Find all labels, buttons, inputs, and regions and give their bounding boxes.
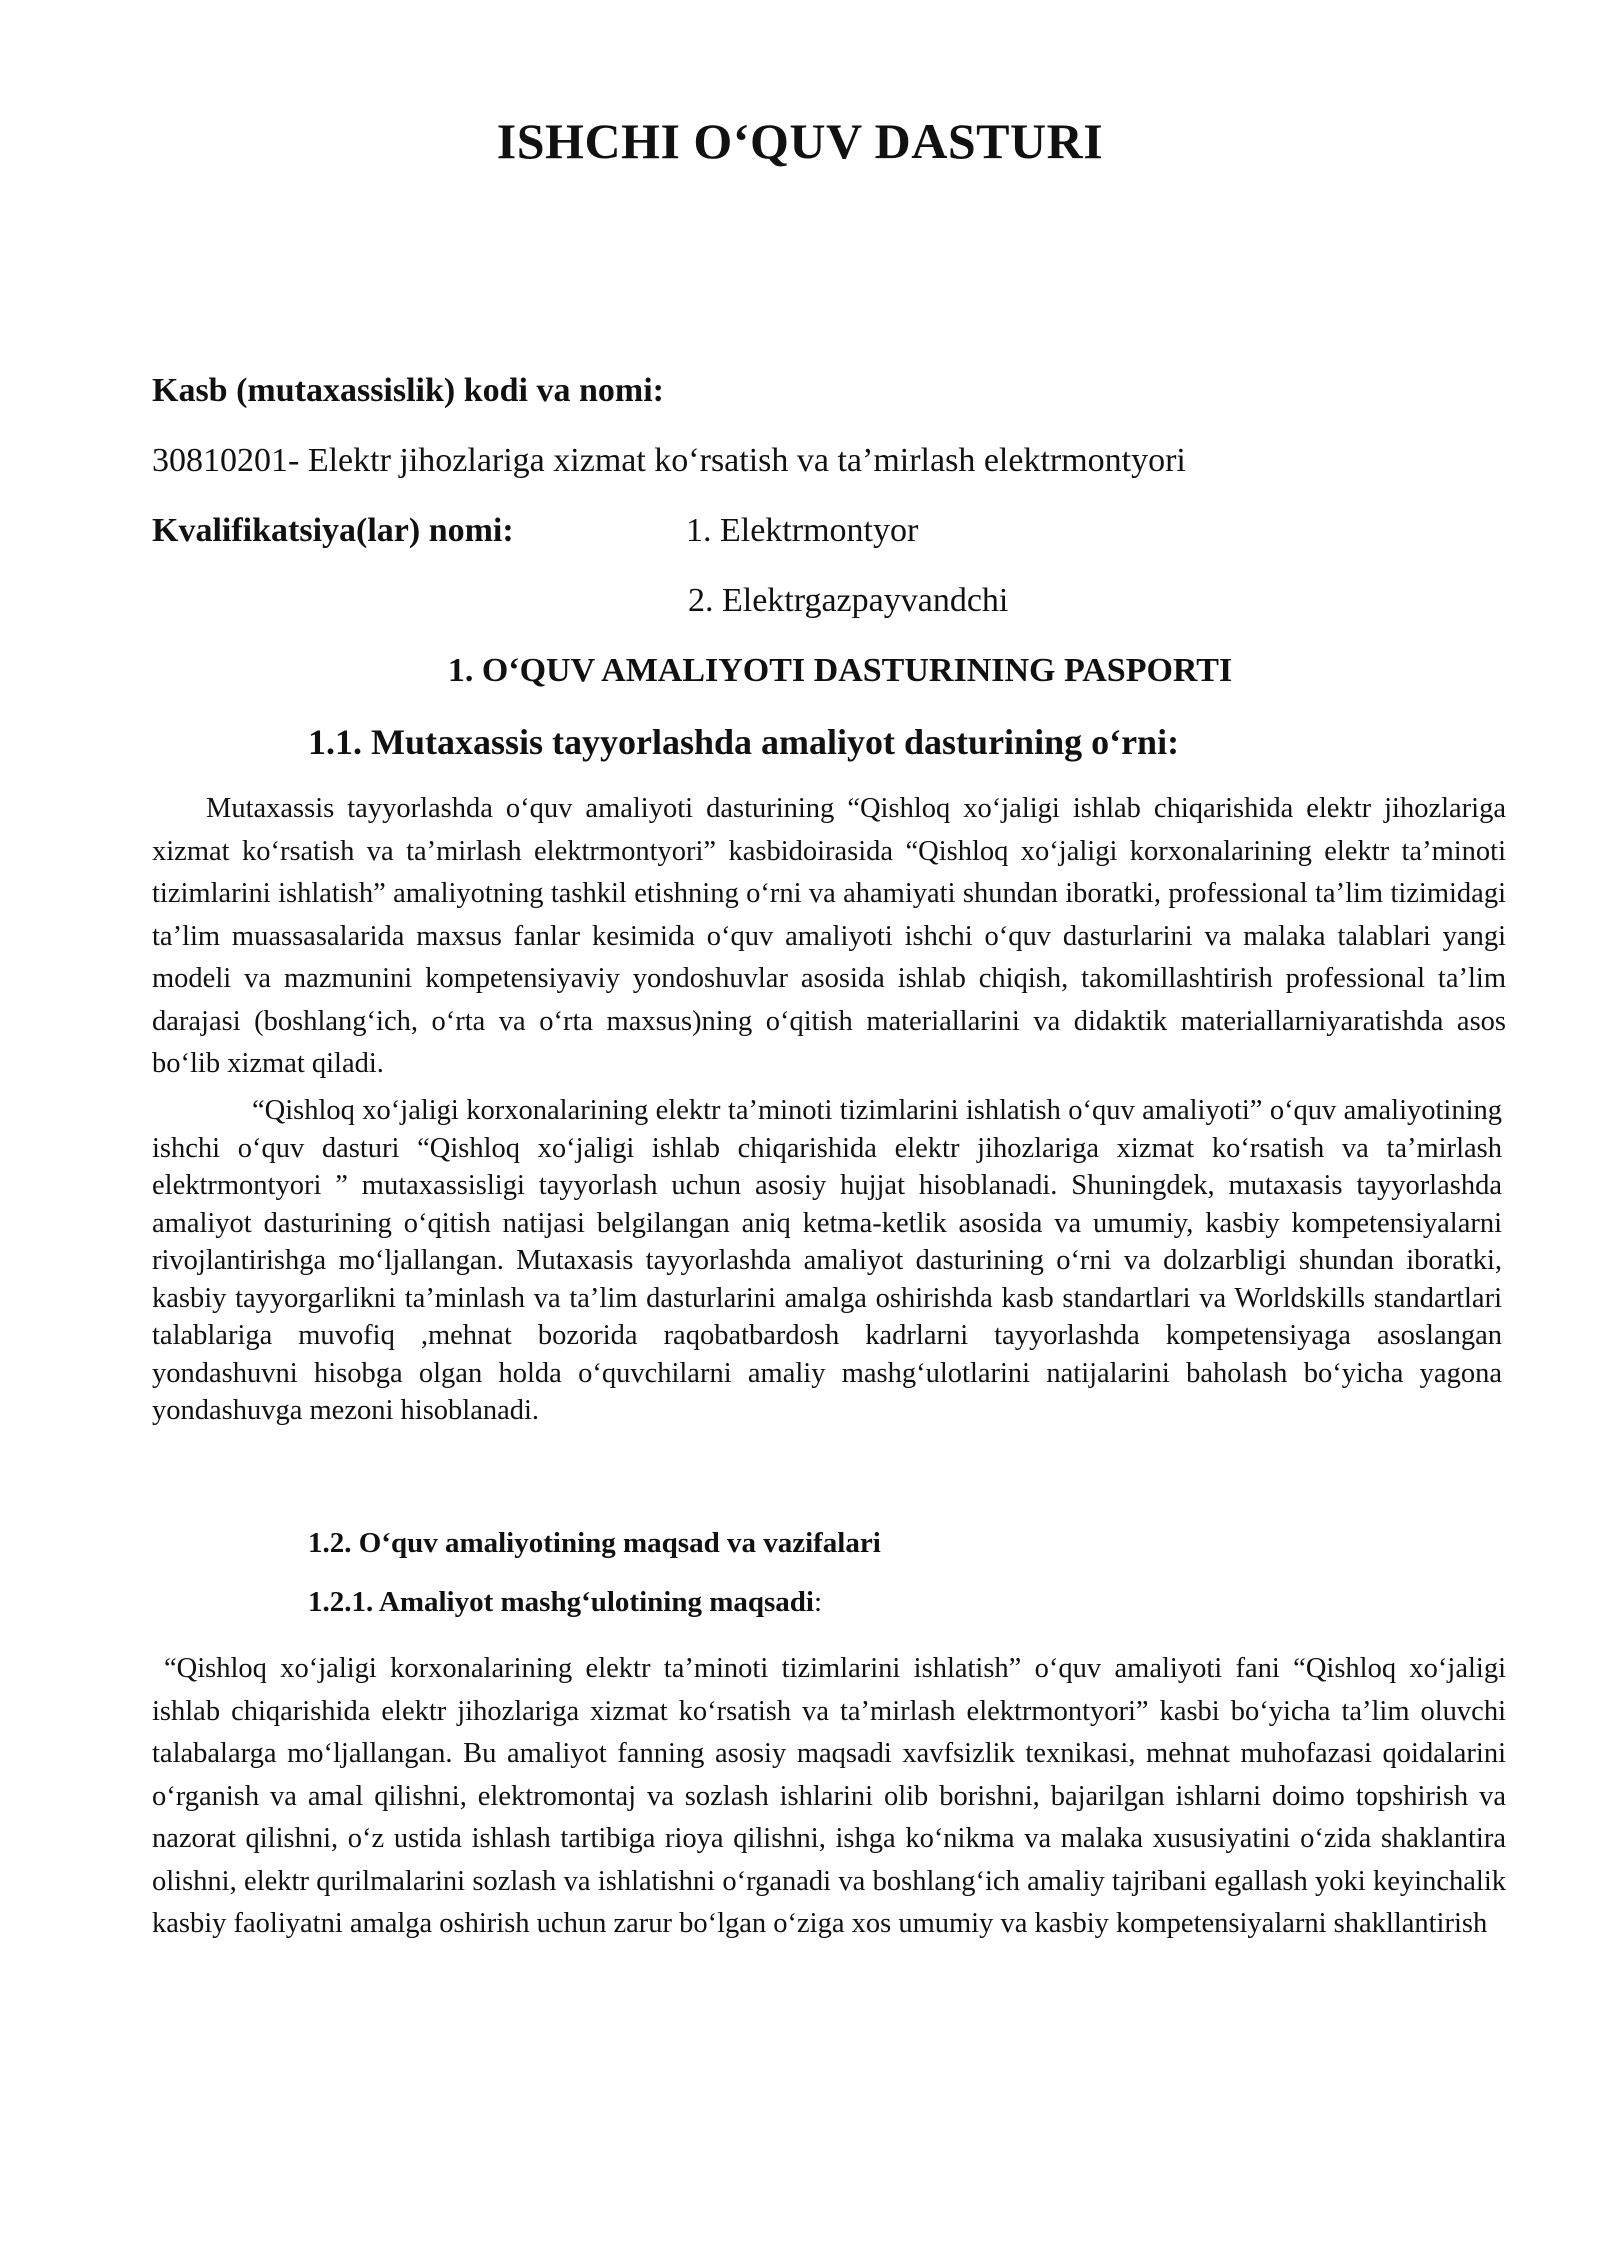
qualification-item-2: 2. Elektrgazpayvandchi xyxy=(688,582,1009,619)
section-1-heading: 1. O‘QUV AMALIYOTI DASTURINING PASPORTI xyxy=(447,652,1233,689)
section-1-2-1-colon: : xyxy=(813,1586,823,1618)
paragraph-3 xyxy=(152,1648,1506,1946)
paragraph-1-text: Mutaxassis tayyorlashda o‘quv amaliyoti dasturining “Qishloq xo‘jaligi ishlab chiqarishida elektr jihozlariga xizmat ko‘rsatish va ta’mirlash elektrmontyori” kasbidoirasida “Qishloq xo‘jaligi korxonalarining elektr ta’minoti tizimlarini ishlatish” amaliyotning tashkil etishning o‘rni va ahamiyati shundan iboratki, professional ta’lim tizimidagi ta’lim muassasalarida maxsus fanlar kesimida o‘quv amaliyoti ishchi o‘quv dasturlarini va malaka talablari yangi modeli va mazmunini kompetensiyaviy yondoshuvlar asosida ishlab chiqish, takomillashtirish professional ta’lim darajasi (boshlang‘ich, o‘rta va o‘rta maxsus)ning o‘qitish materiallarini va didaktik materiallarniyaratishda asos bo‘lib xizmat qiladi. xyxy=(152,793,1506,1079)
paragraph-1 xyxy=(152,788,1506,1086)
qualification-item-1: 1. Elektrmontyor xyxy=(686,512,919,549)
section-1-1-heading: 1.1. Mutaxassis tayyorlashda amaliyot dasturining o‘rni: xyxy=(308,722,1180,762)
paragraph-3-text: “Qishloq xo‘jaligi korxonalarining elektr ta’minoti tizimlarini ishlatish” o‘quv amaliyoti fani “Qishloq xo‘jaligi ishlab chiqarishida elektr jihozlariga xizmat ko‘rsatish va ta’mirlash elektrmontyori” kasbi bo‘yicha ta’lim oluvchi talabalarga mo‘ljallangan. Bu amaliyot fanning asosiy maqsadi xavfsizlik texnikasi, mehnat muhofazasi qoidalarini o‘rganish va amal qilishni, elektromontaj va sozlash ishlarini olib borishni, bajarilgan ishlarni doimo topshirish va nazorat qilishni, o‘z ustida ishlash tartibiga rioya qilishni, ishga ko‘nikma va malaka xususiyatini o‘zida shaklantira olishni, elektr qurilmalarini sozlash va ishlatishni o‘rganadi va boshlang‘ich amaliy tajribani egallash yoki keyinchalik kasbiy faoliyatni amalga oshirish uchun zarur bo‘lgan o‘ziga xos umumiy va kasbiy kompetensiyalarni shakllantirish xyxy=(152,1653,1506,1939)
section-1-2-1-heading xyxy=(308,1586,822,1619)
document-title: ISHCHI O‘QUV DASTURI xyxy=(496,113,1104,169)
section-1-2-heading: 1.2. O‘quv amaliyotining maqsad va vazifalari xyxy=(308,1527,881,1559)
section-1-2-1-title: 1.2.1. Amaliyot mashg‘ulotining maqsadi xyxy=(308,1586,814,1618)
qualification-label: Kvalifikatsiya(lar) nomi: xyxy=(152,512,514,549)
paragraph-2 xyxy=(152,1092,1502,1430)
profession-label: Kasb (mutaxassislik) kodi va nomi: xyxy=(152,372,664,409)
profession-value: 30810201- Elektr jihozlariga xizmat ko‘rsatish va ta’mirlash elektrmontyori xyxy=(152,442,1186,479)
paragraph-2-text: “Qishloq xo‘jaligi korxonalarining elektr ta’minoti tizimlarini ishlatish o‘quv amaliyoti” o‘quv amaliyotining ishchi o‘quv dasturi “Qishloq xo‘jaligi ishlab chiqarishida elektr jihozlariga xizmat ko‘rsatish va ta’mirlash elektrmontyori ” mutaxassisligi tayyorlash uchun asosiy hujjat hisoblanadi. Shuningdek, mutaxasis tayyorlashda amaliyot dasturining o‘qitish natijasi belgilangan aniq ketma-ketlik asosida va umumiy, kasbiy kompetensiyalarni rivojlantirishga mo‘ljallangan. Mutaxasis tayyorlashda amaliyot dasturining o‘rni va dolzarbligi shundan iboratki, kasbiy tayyorgarlikni ta’minlash va ta’lim dasturlarini amalga oshirishda kasb standartlari va Worldskills standartlari talablariga muvofiq ,mehnat bozorida raqobatbardosh kadrlarni tayyorlashda kompetensiyaga asoslangan yondashuvni hisobga olgan holda o‘quvchilarni amaliy mashg‘ulotlarini natijalarini baholash bo‘yicha yagona yondashuvga mezoni hisoblanadi. xyxy=(152,1095,1502,1426)
